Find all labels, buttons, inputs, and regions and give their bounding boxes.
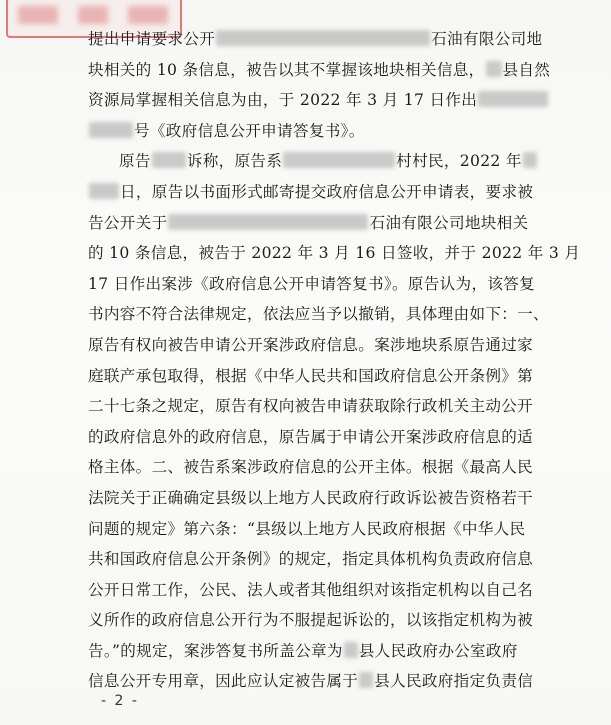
- text-line: 原告有权向被告申请公开案涉政府信息。案涉地块系原告通过家: [88, 335, 534, 354]
- redaction: [168, 214, 368, 230]
- text-line: 告。”的规定，案涉答复书所盖公章为 县人民政府办公室政府: [88, 641, 518, 660]
- text-line: 17 日作出案涉《政府信息公开申请答复书》。原告认为，该答复: [88, 274, 536, 293]
- text-line: 义所作的政府信息公开行为不服提起诉讼的，以该指定机构为被: [88, 611, 534, 630]
- text-line: 的政府信息外的政府信息，原告属于申请公开案涉政府信息的适: [88, 427, 534, 446]
- redaction: [89, 183, 119, 199]
- text-line: 庭联产承包取得，根据《中华人民共和国政府信息公开条例》第: [88, 366, 534, 385]
- redaction: [152, 152, 186, 168]
- text-line: 二十七条之规定，原告有权向被告申请获取除行政机关主动公开: [88, 397, 534, 416]
- text-line: 日，原告以书面形式邮寄提交政府信息公开申请表，要求被: [88, 177, 558, 208]
- redaction: [216, 30, 430, 46]
- redaction: [89, 122, 133, 138]
- text-line: 资源局掌握相关信息为由，于 2022 年 3 月 17 日作出: [88, 85, 558, 116]
- text-line: 原告 诉称，原告系 村村民，2022 年: [88, 146, 558, 177]
- text-line: 书内容不符合法律规定，依法应当予以撤销，具体理由如下：一、: [88, 305, 549, 324]
- text-line: 提出申请要求公开 石油有限公司地: [88, 30, 543, 48]
- text-line: 格主体。二、被告系案涉政府信息的公开主体。根据《最高人民: [88, 458, 534, 477]
- redaction: [478, 91, 548, 107]
- text-line: 块相关的 10 条信息，被告以其不掌握该地块相关信息， 县自然: [88, 60, 551, 79]
- redaction: [359, 672, 373, 688]
- redaction: [283, 152, 395, 168]
- redaction: [523, 152, 537, 168]
- text-line: 共和国政府信息公开条例》的规定，指定具体机构负责政府信息: [88, 550, 534, 569]
- text-line: 法院关于正确确定县级以上地方人民政府行政诉讼被告资格若干: [88, 488, 534, 507]
- text-line: 号《政府信息公开申请答复书》。: [88, 116, 558, 147]
- redaction: [344, 642, 358, 658]
- text-line: 问题的规定》第六条：“县级以上地方人民政府根据《中华人民: [88, 519, 526, 538]
- page-number: - 2 -: [101, 693, 139, 709]
- text-line: 告公开关于 石油有限公司地块相关: [88, 213, 529, 232]
- text-line: 的 10 条信息，被告于 2022 年 3 月 16 日签收，并于 2022 年 3 月: [88, 244, 581, 263]
- text-line: 公开日常工作，公民、法人或者其他组织对该指定机构以自己名: [88, 580, 534, 599]
- redaction: [486, 61, 502, 77]
- text-line: 信息公开专用章，因此应认定被告属于 县人民政府指定负责信: [88, 672, 534, 691]
- document-body: [88, 24, 581, 697]
